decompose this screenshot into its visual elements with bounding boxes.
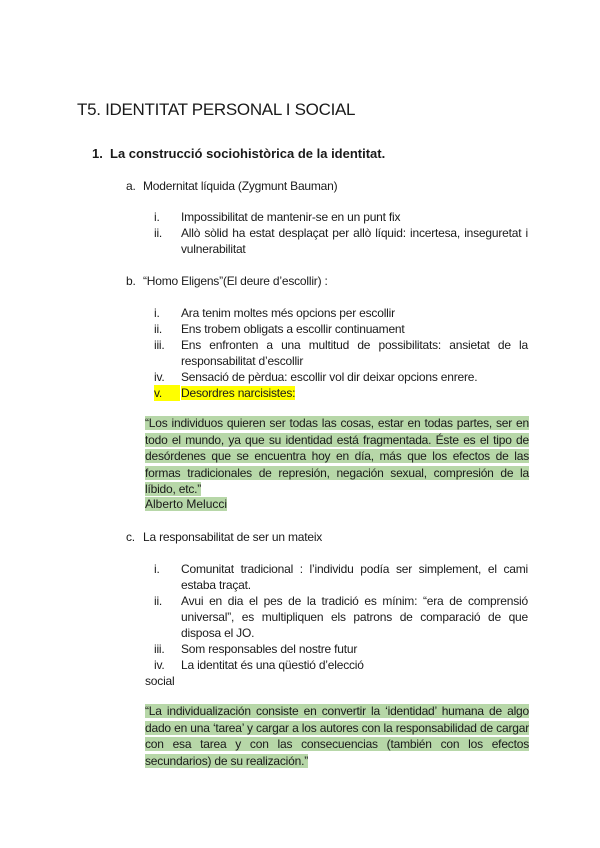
- section-c-marker: c.: [126, 530, 135, 544]
- quote-text: “La individualización consiste en convertir la ‘identidad’ humana de algo dado en una ‘tarea’ y cargar a los autores con la responsabilidad de cargar con esa tarea y con las consecuencias (también con los efectos secundarios) de su realización.”: [145, 704, 529, 768]
- list-item-number: ii.: [154, 226, 163, 240]
- heading-1: [92, 146, 385, 161]
- list-item-number: iii.: [154, 642, 165, 656]
- list-item: [150, 641, 528, 657]
- list-item-text: Ens enfronten a una multitud de possibilitats: ansietat de la responsabilitat d’escollir: [181, 338, 528, 368]
- list-item-number: ii.: [154, 594, 163, 608]
- quote-author-name: Alberto Melucci: [145, 497, 228, 511]
- list-item: [150, 593, 528, 641]
- section-c: [126, 530, 322, 544]
- quote-text: “Los individuos quieren ser todas las cosas, estar en todas partes, ser en todo el mundo, ya que su identidad está fragmentada. Éste es el tipo de desórdenes que se encuentra hoy en día, más que los efectos de las formas tradicionales de represión, negación sexual, compresión de la líbido, etc.”: [145, 416, 529, 496]
- list-item: [150, 321, 528, 337]
- section-a-text: Modernitat líquida (Zygmunt Bauman): [143, 179, 338, 193]
- list-item: [150, 225, 528, 257]
- section-b-text: “Homo Eligens”(El deure d’escollir) :: [143, 274, 328, 288]
- section-b-marker: b.: [126, 274, 136, 288]
- list-item-text: Impossibilitat de mantenir-se en un punt fix: [181, 210, 401, 224]
- list-item-text: Som responsables del nostre futur: [181, 642, 358, 656]
- list-item-text: Ara tenim moltes més opcions per escollir: [181, 306, 395, 320]
- list-item-number: i.: [154, 562, 160, 576]
- list-item-text: La identitat és una qüestió d’elecció: [181, 658, 364, 672]
- list-item-number: iv.: [154, 370, 165, 384]
- list-item-text: Desordres narcisistes:: [181, 386, 296, 400]
- heading-text: La construcció sociohistòrica de la identitat.: [110, 146, 386, 161]
- quote-author: [145, 497, 227, 511]
- list-item-text: Ens trobem obligats a escollir continuament: [181, 322, 405, 336]
- quote-block: [145, 415, 529, 498]
- list-item: [150, 337, 528, 369]
- list-item: [150, 561, 528, 593]
- section-a: [126, 179, 337, 193]
- list-item-number: iv.: [154, 658, 165, 672]
- list-item-number: iii.: [154, 338, 165, 352]
- list-item-text: Comunitat tradicional : l’individu podía ser simplement, el cami estaba traçat.: [181, 562, 528, 592]
- section-c-text: La responsabilitat de ser un mateix: [143, 530, 323, 544]
- list-item-text: Avui en dia el pes de la tradició es mínim: “era de comprensió universal”, es multipliquen els patrons de comparació de que disposa el JO.: [181, 594, 528, 640]
- list-item: [150, 657, 528, 673]
- list-item: [150, 209, 528, 225]
- list-item-number: i.: [154, 210, 160, 224]
- list-item-number: ii.: [154, 322, 163, 336]
- quote-block: [145, 703, 529, 769]
- list-item-number: i.: [154, 306, 160, 320]
- list-item-highlighted: [150, 385, 528, 401]
- list-item: [150, 369, 528, 385]
- list-item-text: Allò sòlid ha estat desplaçat per allò líquid: incertesa, inseguretat i vulnerabilitat: [181, 226, 528, 256]
- section-a-marker: a.: [126, 179, 136, 193]
- section-b: [126, 274, 328, 288]
- trailing-text: social: [145, 674, 175, 688]
- list-item-text: Sensació de pèrdua: escollir vol dir deixar opcions enrere.: [181, 370, 478, 384]
- list-item-number: v.: [154, 385, 180, 401]
- list-item: [150, 305, 528, 321]
- heading-number: 1.: [92, 146, 103, 161]
- document-title: T5. IDENTITAT PERSONAL I SOCIAL: [77, 100, 356, 119]
